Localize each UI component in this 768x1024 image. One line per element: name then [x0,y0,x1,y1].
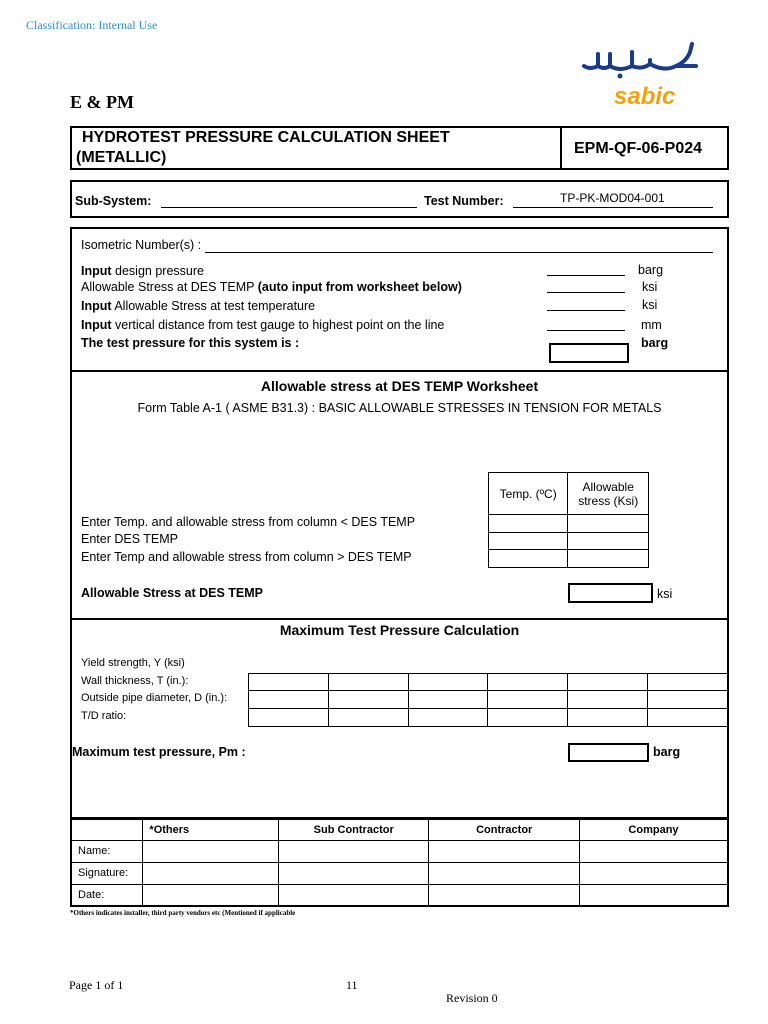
signature-contractor-cell[interactable] [429,862,580,884]
cell[interactable] [648,691,728,709]
td-ratio-label: T/D ratio: [81,710,127,722]
cell[interactable] [488,674,568,691]
max-pressure-title: Maximum Test Pressure Calculation [279,622,520,638]
yield-label: Yield strength, Y (ksi) [81,657,185,669]
doc-code: EPM-QF-06-P024 [574,140,703,157]
name-sub-contractor-cell[interactable] [278,840,429,862]
allowable-stress-test-field[interactable] [547,310,625,311]
cell[interactable] [568,674,648,691]
isometric-label: Isometric Number(s) : [81,238,202,252]
design-pressure-label [81,264,204,278]
header-sub-contractor: Sub Contractor [278,819,429,840]
signature-table [70,818,729,907]
header-contractor: Contractor [429,819,580,840]
sabic-logo [580,40,705,110]
isometric-field[interactable] [205,252,713,253]
sig-corner [71,819,143,840]
header-others: *Others [143,819,279,840]
classification-label: Classification: Internal Use [26,18,158,32]
stress-table [488,472,649,568]
vertical-distance-label [81,318,444,332]
sub-system-field[interactable] [161,207,417,208]
cell[interactable] [328,691,408,709]
input-word: Input [81,318,112,332]
section-divider [70,618,729,620]
name-others-cell[interactable] [143,840,279,862]
doc-number: 11 [346,978,358,992]
allowable-stress-des-text: Allowable Stress at DES TEMP [81,280,258,294]
allowable-stress-result-unit: ksi [657,587,673,601]
header-company: Company [579,819,728,840]
cell[interactable] [408,674,488,691]
cell[interactable] [488,709,568,727]
des-temp-cell[interactable] [489,533,568,550]
cell[interactable] [648,709,728,727]
allowable-stress-result-box[interactable] [568,583,653,603]
temp-below-cell[interactable] [489,515,568,533]
des-stress-cell[interactable] [568,533,649,550]
allowable-stress-des-label [81,280,462,294]
cell[interactable] [328,674,408,691]
test-number-field[interactable] [513,207,713,208]
name-company-cell[interactable] [579,840,728,862]
cell[interactable] [568,691,648,709]
signature-others-cell[interactable] [143,862,279,884]
date-row-label: Date: [71,884,143,906]
vertical-distance-field[interactable] [547,330,625,331]
vertical-distance-unit: mm [641,318,662,332]
input-word: Input [81,264,112,278]
allowable-stress-test-text: Allowable Stress at test temperature [111,299,316,313]
title-line-2: (METALLIC) [76,149,167,166]
auto-input-note: (auto input from worksheet below) [257,280,462,294]
cell[interactable] [249,691,329,709]
others-footnote: *Others indicates installer, third party vendors etc (Mentioned if applicable [70,909,296,917]
max-pressure-result-label: Maximum test pressure, Pm : [72,745,246,759]
allowable-stress-test-label [81,299,315,313]
row-below-label: Enter Temp. and allowable stress from column < DES TEMP [81,515,416,529]
design-pressure-text: design pressure [111,264,204,278]
cell[interactable] [249,674,329,691]
allowable-stress-des-unit: ksi [642,280,658,294]
cell[interactable] [568,709,648,727]
test-pressure-label: The test pressure for this system is : [81,336,300,350]
name-contractor-cell[interactable] [429,840,580,862]
signature-company-cell[interactable] [579,862,728,884]
max-pressure-result-box[interactable] [568,743,649,762]
col-stress-header: Allowable stress (Ksi) [568,473,649,515]
cell[interactable] [408,691,488,709]
design-pressure-field[interactable] [547,275,625,276]
cell[interactable] [328,709,408,727]
signature-row-label: Signature: [71,862,143,884]
design-pressure-unit: barg [638,263,664,277]
max-pressure-result-unit: barg [653,745,681,759]
section-divider [70,370,729,372]
sub-system-label: Sub-System: [75,194,152,208]
row-above-label: Enter Temp and allowable stress from column > DES TEMP [81,550,412,564]
pipe-data-table [248,673,728,727]
date-sub-contractor-cell[interactable] [278,884,429,906]
wall-thickness-label: Wall thickness, T (in.): [81,675,189,687]
test-pressure-result-box[interactable] [549,343,629,363]
title-line-1: HYDROTEST PRESSURE CALCULATION SHEET [82,129,450,146]
revision-label: Revision 0 [446,991,498,1005]
row-des-label: Enter DES TEMP [81,532,179,546]
stress-below-cell[interactable] [568,515,649,533]
test-number-label: Test Number: [424,194,504,208]
cell[interactable] [408,709,488,727]
signature-sub-contractor-cell[interactable] [278,862,429,884]
input-word: Input [81,299,112,313]
allowable-stress-test-unit: ksi [642,298,658,312]
allowable-stress-des-field[interactable] [547,292,625,293]
name-row-label: Name: [71,840,143,862]
test-pressure-unit: barg [641,336,669,350]
worksheet-subtitle: Form Table A-1 ( ASME B31.3) : BASIC ALLOWABLE STRESSES IN TENSION FOR METALS [137,401,662,415]
cell[interactable] [249,709,329,727]
vertical-distance-text: vertical distance from test gauge to highest point on the line [111,318,445,332]
sabic-wordmark: sabic [614,83,676,110]
date-contractor-cell[interactable] [429,884,580,906]
col-temp-header: Temp. (ºC) [489,473,568,515]
date-others-cell[interactable] [143,884,279,906]
stress-above-cell[interactable] [568,550,649,568]
date-company-cell[interactable] [579,884,728,906]
sabic-logo-mark [580,40,705,110]
cell[interactable] [648,674,728,691]
worksheet-title: Allowable stress at DES TEMP Worksheet [260,378,539,394]
cell[interactable] [488,691,568,709]
test-number-value[interactable]: TP-PK-MOD04-001 [560,191,665,205]
allowable-stress-result-label: Allowable Stress at DES TEMP [81,586,263,600]
diameter-label: Outside pipe diameter, D (in.): [81,692,228,704]
page-number: Page 1 of 1 [69,978,124,992]
page-title [76,128,450,168]
department-label: E & PM [70,92,134,112]
temp-above-cell[interactable] [489,550,568,568]
